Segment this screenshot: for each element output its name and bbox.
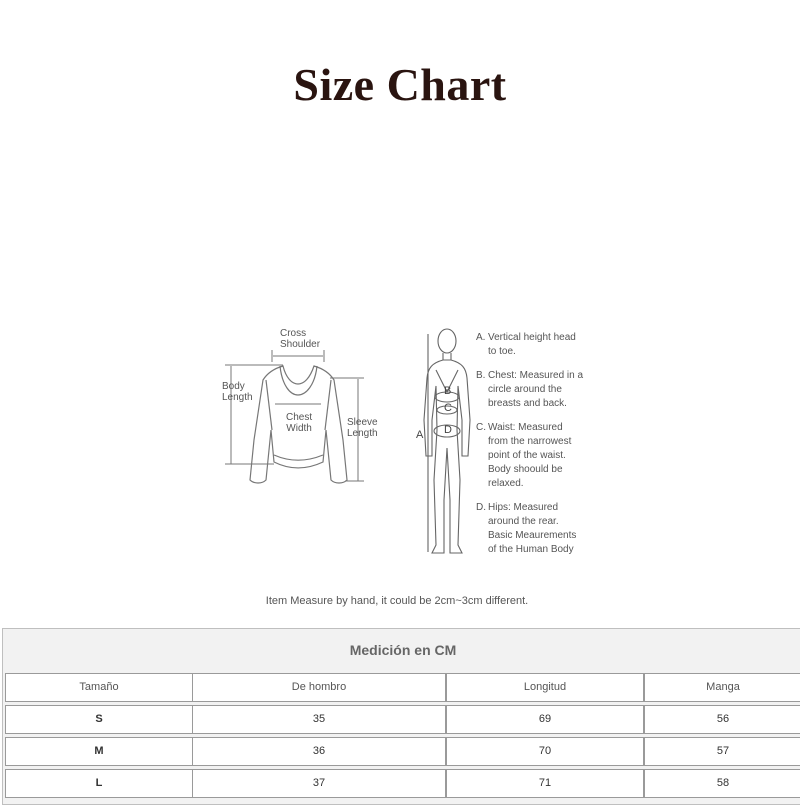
cross-shoulder-label: Cross Shoulder	[280, 328, 321, 350]
page-title: Size Chart	[293, 59, 507, 110]
measurement-definitions	[476, 331, 596, 567]
body-length-label: Body Length	[222, 381, 253, 403]
size-table: Medición en CM Tamaño De hombro Longitud Manga S 35 69 56 M 36 70 57 L 37 71 58	[2, 628, 800, 805]
body-label-c: C	[444, 402, 452, 414]
definition-c: C. Waist: Measured from the narrowest point of the waist. Body shoould be relaxed.	[476, 422, 572, 489]
sleeve-length-label: Sleeve Length	[347, 417, 378, 439]
body-label-d: D	[444, 424, 452, 436]
table-caption: Medición en CM	[349, 642, 457, 658]
header-shoulder: De hombro	[192, 673, 446, 702]
definition-d: D. Hips: Measured around the rear. Basic Meaurements of the Human Body	[476, 502, 577, 555]
definition-a: A. Vertical height head to toe.	[476, 332, 576, 357]
header-length: Longitud	[446, 673, 644, 702]
body-label-a: A	[416, 429, 424, 441]
header-size: Tamaño	[5, 673, 193, 702]
header-sleeve: Manga	[644, 673, 800, 702]
chest-width-label: Chest Width	[286, 412, 313, 434]
body-figure	[424, 329, 470, 553]
measurement-note: Item Measure by hand, it could be 2cm~3cm different.	[265, 595, 529, 607]
body-label-b: B	[444, 385, 452, 397]
definition-b: B. Chest: Measured in a circle around the breasts and back.	[476, 370, 584, 409]
